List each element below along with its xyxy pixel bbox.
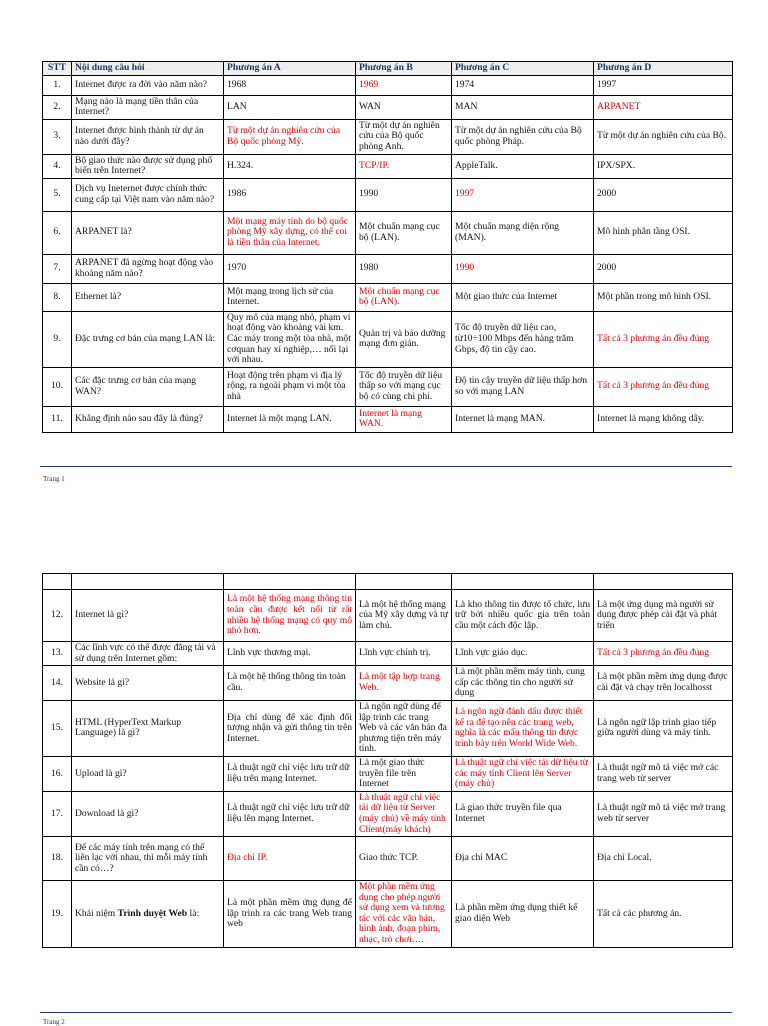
empty-cell	[452, 574, 594, 590]
question-text: Website là gì?	[72, 666, 224, 701]
option-b: Lĩnh vực chính trị.	[356, 642, 452, 666]
table-row	[43, 154, 733, 178]
empty-header-row	[43, 574, 733, 590]
option-a: Là một hệ thống mạng thông tin toàn cầu được kết nối từ rất nhiều hệ thống mạng có quy mô nhỏ hơn.	[224, 590, 356, 642]
option-b: TCP/IP.	[356, 154, 452, 178]
table-row	[43, 791, 733, 836]
question-text: Dịch vụ Ineternet được chính thức cung cấp tại Việt nam vào năm nào?	[72, 178, 224, 211]
question-text: ARPANET đã ngừng hoạt động vào khoảng năm nào?	[72, 254, 224, 283]
question-number: 6.	[43, 211, 72, 254]
question-number: 9.	[43, 311, 72, 367]
header-stt: STT	[43, 62, 72, 76]
footer-rule	[40, 1012, 732, 1013]
option-d: ARPANET	[594, 95, 733, 119]
option-a: LAN	[224, 95, 356, 119]
option-d: 1997	[594, 75, 733, 95]
header-question: Nội dung câu hỏi	[72, 62, 224, 76]
option-c: Internet là mạng MAN.	[452, 406, 594, 432]
option-b: Internet là mạng WAN.	[356, 406, 452, 432]
option-b: Một chuẩn mạng cục bộ (LAN).	[356, 211, 452, 254]
option-b: Quản trị và bảo dưỡng mạng đơn giản.	[356, 311, 452, 367]
question-text: Upload là gì?	[72, 756, 224, 791]
option-a: Là một hệ thống thông tin toàn cầu.	[224, 666, 356, 701]
table-row	[43, 367, 733, 406]
question-text: Khẳng định nào sau đây là đúng?	[72, 406, 224, 432]
option-c: Địa chỉ MAC	[452, 837, 594, 881]
option-c: Một chuẩn mạng diện rộng (MAN).	[452, 211, 594, 254]
option-d: IPX/SPX.	[594, 154, 733, 178]
footer-rule	[40, 466, 732, 467]
option-d: Mô hình phân tầng OSI.	[594, 211, 733, 254]
empty-cell	[43, 574, 72, 590]
table-row	[43, 211, 733, 254]
option-b: Là thuật ngữ chỉ việc tải dữ liệu từ Server (máy chủ) về máy tính Client(máy khách)	[356, 791, 452, 836]
question-text-suffix: là:	[187, 907, 200, 919]
question-number: 11.	[43, 406, 72, 432]
option-c: Là thuật ngữ chỉ việc tải dữ liệu từ các máy tính Client lên Server (máy chủ)	[452, 756, 594, 791]
question-text: ARPANET là?	[72, 211, 224, 254]
option-c: Độ tin cậy truyền dữ liệu thấp hơn so với mạng LAN	[452, 367, 594, 406]
option-d: Tất cả 3 phương án đều đúng	[594, 311, 733, 367]
quiz-table-page-2	[42, 573, 733, 948]
option-c: Là một phần mềm máy tính, cung cấp các thông tin cho người sử dụng	[452, 666, 594, 701]
empty-cell	[594, 574, 733, 590]
option-b: Là một giao thức truyền file trên Internet	[356, 756, 452, 791]
option-a: Một mạng máy tính do bộ quốc phòng Mỹ xây dựng, có thể coi là tiền thân của Internet.	[224, 211, 356, 254]
option-d: Từ một dự án nghiên cứu của Bộ.	[594, 119, 733, 154]
option-d: Là thuật ngữ mô tả việc mở trang web từ server	[594, 791, 733, 836]
question-number: 14.	[43, 666, 72, 701]
question-text	[72, 881, 224, 948]
table-row	[43, 254, 733, 283]
table-row	[43, 700, 733, 756]
option-b: Một phần mềm ứng dụng cho phép người sử dụng xem và tương tác với các văn bản, hình ảnh, đoạn phim, nhạc, trò chơi….	[356, 881, 452, 948]
option-d: Tất cả 3 phương án đều đúng	[594, 642, 733, 666]
option-a: Địa chỉ IP.	[224, 837, 356, 881]
option-d: Là thuật ngữ mô tả việc mở các trang web từ server	[594, 756, 733, 791]
question-number: 19.	[43, 881, 72, 948]
question-number: 7.	[43, 254, 72, 283]
question-number: 16.	[43, 756, 72, 791]
question-text: Mạng nào là mạng tiền thân của Internet?	[72, 95, 224, 119]
question-text: Ethernet là?	[72, 283, 224, 311]
table-row	[43, 283, 733, 311]
option-d: Là một phần mềm ứng dụng được cài đặt và chạy trên localhosst	[594, 666, 733, 701]
header-option-a: Phương án A	[224, 62, 356, 76]
option-b: Tốc độ truyền dữ liệu thấp so với mạng cục bộ có cùng chi phí.	[356, 367, 452, 406]
table-row	[43, 756, 733, 791]
question-text: HTML (HyperText Markup Language) là gì?	[72, 700, 224, 756]
option-d: Địa chỉ Local.	[594, 837, 733, 881]
question-text: Để các máy tính trên mạng có thể liên lạc với nhau, thì mỗi máy tính cần có…?	[72, 837, 224, 881]
option-d: Tất cả 3 phương án đều đúng	[594, 367, 733, 406]
header-option-c: Phương án C	[452, 62, 594, 76]
question-text: Internet được ra đời vào năm nào?	[72, 75, 224, 95]
option-a: 1986	[224, 178, 356, 211]
page-number: Trang 1	[43, 475, 65, 483]
question-number: 17.	[43, 791, 72, 836]
option-a: H.324.	[224, 154, 356, 178]
option-c: AppleTalk.	[452, 154, 594, 178]
option-a: Địa chỉ dùng để xác định đối tượng nhận và gửi thông tin trên Internet.	[224, 700, 356, 756]
table-row	[43, 666, 733, 701]
option-a: Internet là một mạng LAN.	[224, 406, 356, 432]
option-d: Tất cả các phương án.	[594, 881, 733, 948]
option-c: Lĩnh vực giáo dục.	[452, 642, 594, 666]
option-c: Từ một dự án nghiên cứu của Bộ quốc phòng Pháp.	[452, 119, 594, 154]
option-c: Là phần mềm ứng dụng thiết kế giao diện Web	[452, 881, 594, 948]
table-row	[43, 837, 733, 881]
table-row	[43, 590, 733, 642]
option-a: Là một phần mềm ứng dụng để lập trình ra các trang Web trang web	[224, 881, 356, 948]
option-a: Quy mô của mạng nhỏ, phạm vi hoạt động vào khoảng vài km. Các máy trong một tòa nhà, một cơquan hay xí nghiệp,… nối lại với nhau.	[224, 311, 356, 367]
option-b: 1990	[356, 178, 452, 211]
option-b: Từ một dự án nghiên cứu của Bộ quốc phòng Anh.	[356, 119, 452, 154]
table-row	[43, 311, 733, 367]
question-text: Internet là gì?	[72, 590, 224, 642]
option-a: Lĩnh vực thương mại.	[224, 642, 356, 666]
question-number: 13.	[43, 642, 72, 666]
table-row	[43, 406, 733, 432]
question-number: 3.	[43, 119, 72, 154]
question-text: Bộ giao thức nào được sử dụng phổ biến trên Internet?	[72, 154, 224, 178]
question-number: 1.	[43, 75, 72, 95]
question-number: 4.	[43, 154, 72, 178]
question-number: 8.	[43, 283, 72, 311]
question-number: 10.	[43, 367, 72, 406]
option-c: Là giao thức truyền file qua Internet	[452, 791, 594, 836]
table-row	[43, 881, 733, 948]
option-a: Là thuật ngữ chỉ việc lưu trữ dữ liệu trên mạng Internet.	[224, 756, 356, 791]
option-a: Một mạng trong lịch sử của Internet.	[224, 283, 356, 311]
quiz-table-page-1	[42, 61, 733, 433]
table-row	[43, 75, 733, 95]
question-number: 5.	[43, 178, 72, 211]
option-b: Là ngôn ngữ dùng để lập trình các trang Web và các văn bản đa phương tiện trên máy tính.	[356, 700, 452, 756]
option-d: Là một ứng dụng mà người sử dụng được phép cài đặt và phát triển	[594, 590, 733, 642]
option-a: 1970	[224, 254, 356, 283]
option-c: Là ngôn ngữ đánh dấu được thiết kế ra để tạo nên các trang web, nghĩa là các mẩu thông tin được trình bày trên World Wide Web.	[452, 700, 594, 756]
option-b: Một chuẩn mạng cục bộ (LAN).	[356, 283, 452, 311]
option-c: Là kho thông tin được tổ chức, lưu trữ bởi nhiều quốc gia trên toàn cầu một cách độc lập.	[452, 590, 594, 642]
option-c: Tốc độ truyền dữ liệu cao, từ10÷100 Mbps đến hàng trăm Gbps, độ tin cậy cao.	[452, 311, 594, 367]
option-b: 1980	[356, 254, 452, 283]
empty-cell	[224, 574, 356, 590]
question-text-prefix: Khái niệm	[75, 907, 118, 919]
option-c: MAN	[452, 95, 594, 119]
option-b: Là một hệ thống mạng của Mỹ xây dựng và tự làm chủ.	[356, 590, 452, 642]
question-text: Internet được hình thành từ dự án nào dưới đây?	[72, 119, 224, 154]
option-d: Internet là mạng không dây.	[594, 406, 733, 432]
option-b: 1969	[356, 75, 452, 95]
empty-cell	[72, 574, 224, 590]
table-header-row	[43, 62, 733, 76]
empty-cell	[356, 574, 452, 590]
table-row	[43, 642, 733, 666]
option-c: 1974	[452, 75, 594, 95]
table-row	[43, 178, 733, 211]
page-number: Trang 2	[43, 1018, 65, 1026]
option-d: 2000	[594, 178, 733, 211]
option-d: Là ngôn ngữ lập trình giao tiếp giữa người dùng và máy tính.	[594, 700, 733, 756]
question-text: Download là gì?	[72, 791, 224, 836]
header-option-b: Phương án B	[356, 62, 452, 76]
header-option-d: Phương án D	[594, 62, 733, 76]
option-b: Là một tập hợp trang Web.	[356, 666, 452, 701]
option-a: 1968	[224, 75, 356, 95]
option-d: 2000	[594, 254, 733, 283]
option-c: Một giao thức của Internet	[452, 283, 594, 311]
option-b: Giao thức TCP.	[356, 837, 452, 881]
question-text-bold: Trình duyệt Web	[117, 907, 188, 919]
question-number: 2.	[43, 95, 72, 119]
option-b: WAN	[356, 95, 452, 119]
option-a: Từ một dự án nghiên cứu của Bộ quốc phòng Mỹ.	[224, 119, 356, 154]
option-c: 1997	[452, 178, 594, 211]
question-number: 18.	[43, 837, 72, 881]
option-d: Một phần trong mô hình OSI.	[594, 283, 733, 311]
table-row	[43, 119, 733, 154]
option-a: Là thuật ngữ chỉ việc lưu trữ dữ liệu lên mạng Internet.	[224, 791, 356, 836]
question-text: Đặc trưng cơ bản của mạng LAN là:	[72, 311, 224, 367]
question-number: 12.	[43, 590, 72, 642]
question-text: Các đặc trưng cơ bản của mạng WAN?	[72, 367, 224, 406]
question-number: 15.	[43, 700, 72, 756]
option-a: Hoạt động trên phạm vi địa lý rộng, ra ngoài phạm vi một tòa nhà	[224, 367, 356, 406]
table-row	[43, 95, 733, 119]
option-c: 1990	[452, 254, 594, 283]
question-text: Các lĩnh vực có thể được đăng tải và sử dụng trên Internet gồm:	[72, 642, 224, 666]
